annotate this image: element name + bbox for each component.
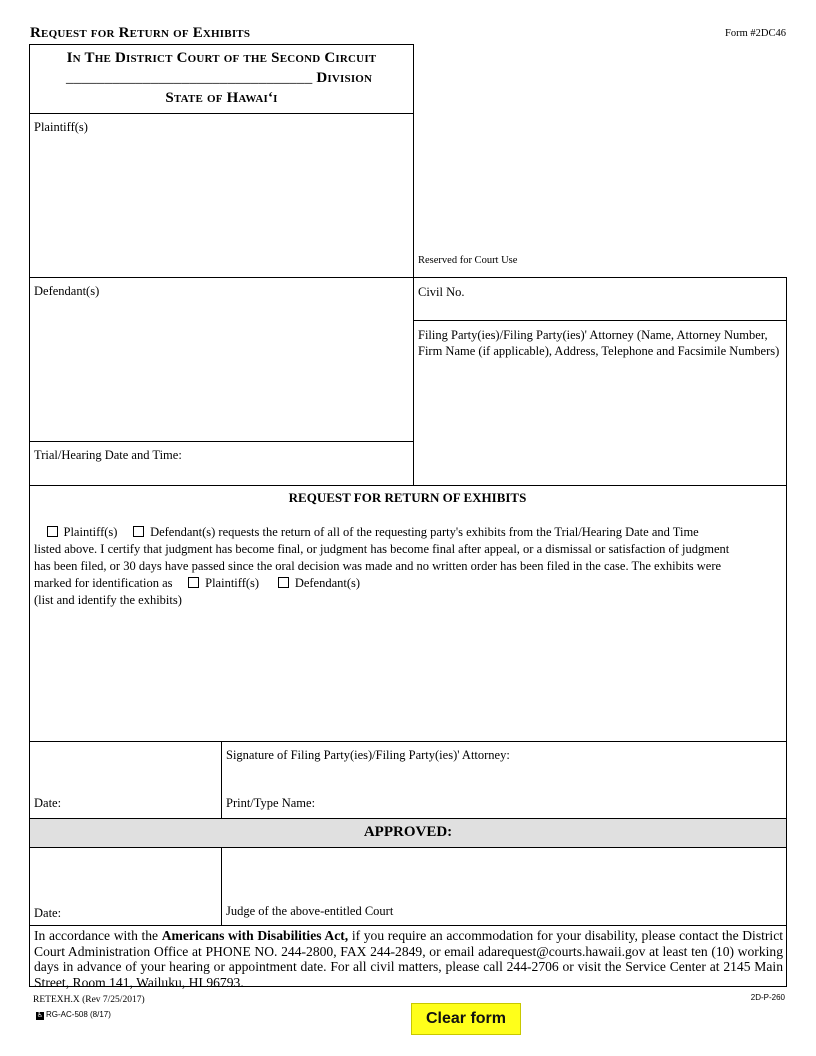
trial-hearing-date-field[interactable]: Trial/Hearing Date and Time:: [34, 448, 182, 462]
request-heading: REQUEST FOR RETURN OF EXHIBITS: [288, 490, 527, 505]
rg-code-text: RG-AC-508 (8/17): [46, 1010, 111, 1019]
judge-signature-field[interactable]: Judge of the above-entitled Court: [226, 904, 394, 918]
marked-defendant-checkbox[interactable]: [278, 577, 289, 588]
state-name: State of Hawaiʻi: [165, 90, 278, 106]
ada-notice: [34, 928, 783, 990]
approved-date-field[interactable]: Date:: [34, 906, 62, 920]
defendant-checkbox[interactable]: [133, 526, 144, 537]
form-title: Request for Return of Exhibits: [30, 25, 251, 41]
ada-post: if you require an accommodation for your disability, please contact the District Court Administration Office at PHONE NO. 244-2800, FAX 244-2849, or email adarequest@courts.hawaii.gov at least ten (10) working days in advance of your hearing or appointment date. For all civil matters, please call 244-2706 or visit the Service Center at 2145 Main Street, Room 141, Wailuku, HI 96793.: [34, 928, 784, 990]
request-body: [34, 524, 786, 609]
print-name-field[interactable]: Print/Type Name:: [226, 796, 316, 810]
signature-field[interactable]: Signature of Filing Party(ies)/Filing Party(ies)' Attorney:: [226, 748, 510, 762]
ada-pre: In accordance with the: [34, 928, 162, 943]
plaintiff-checkbox[interactable]: [47, 526, 58, 537]
defendant-field[interactable]: Defendant(s): [34, 284, 100, 298]
plaintiff-checkbox-label: Plaintiff(s): [63, 525, 118, 539]
reserved-for-court-use: Reserved for Court Use: [418, 255, 518, 266]
defendant-checkbox-label: Defendant(s) requests the return of all of the requesting party's exhibits from the Trial/Hearing Date and Time: [150, 525, 699, 539]
division-line[interactable]: [66, 70, 372, 87]
request-line-3: has been filed, or 30 days have passed since the oral decision was made and no written order has been filed in the case. The exhibits were: [34, 559, 722, 573]
rg-code: [36, 1010, 111, 1020]
marked-plaintiff-label: Plaintiff(s): [205, 576, 260, 590]
division-blank[interactable]: ________________________________: [66, 70, 313, 86]
division-label: Division: [316, 70, 373, 86]
revision-note: RETEXH.X (Rev 7/25/2017): [33, 995, 145, 1005]
accessibility-icon: ♿: [36, 1012, 44, 1019]
marked-defendant-label: Defendant(s): [294, 576, 361, 590]
exhibits-list-field[interactable]: (list and identify the exhibits): [34, 593, 182, 607]
request-line-4: marked for identification as: [34, 576, 173, 590]
approved-heading: APPROVED:: [363, 824, 453, 840]
ada-act: Americans with Disabilities Act,: [161, 928, 349, 943]
request-line-2: listed above. I certify that judgment has become final, or judgment has become final after appeal, or a dismissal or satisfaction of judgment: [34, 542, 730, 556]
clear-form-button[interactable]: Clear form: [411, 1003, 521, 1035]
marked-plaintiff-checkbox[interactable]: [188, 577, 199, 588]
plaintiff-field[interactable]: Plaintiff(s): [34, 120, 88, 134]
court-name: In The District Court of the Second Circuit: [66, 50, 377, 66]
form-number: Form #2DC46: [725, 28, 786, 39]
civil-no-field[interactable]: Civil No.: [418, 285, 465, 299]
filing-party-field[interactable]: Filing Party(ies)/Filing Party(ies)' Attorney (Name, Attorney Number, Firm Name (if applicable), Address, Telephone and Facsimile Numbers): [418, 328, 780, 358]
signature-date-field[interactable]: Date:: [34, 796, 62, 810]
form-code: 2D-P-260: [750, 993, 785, 1002]
